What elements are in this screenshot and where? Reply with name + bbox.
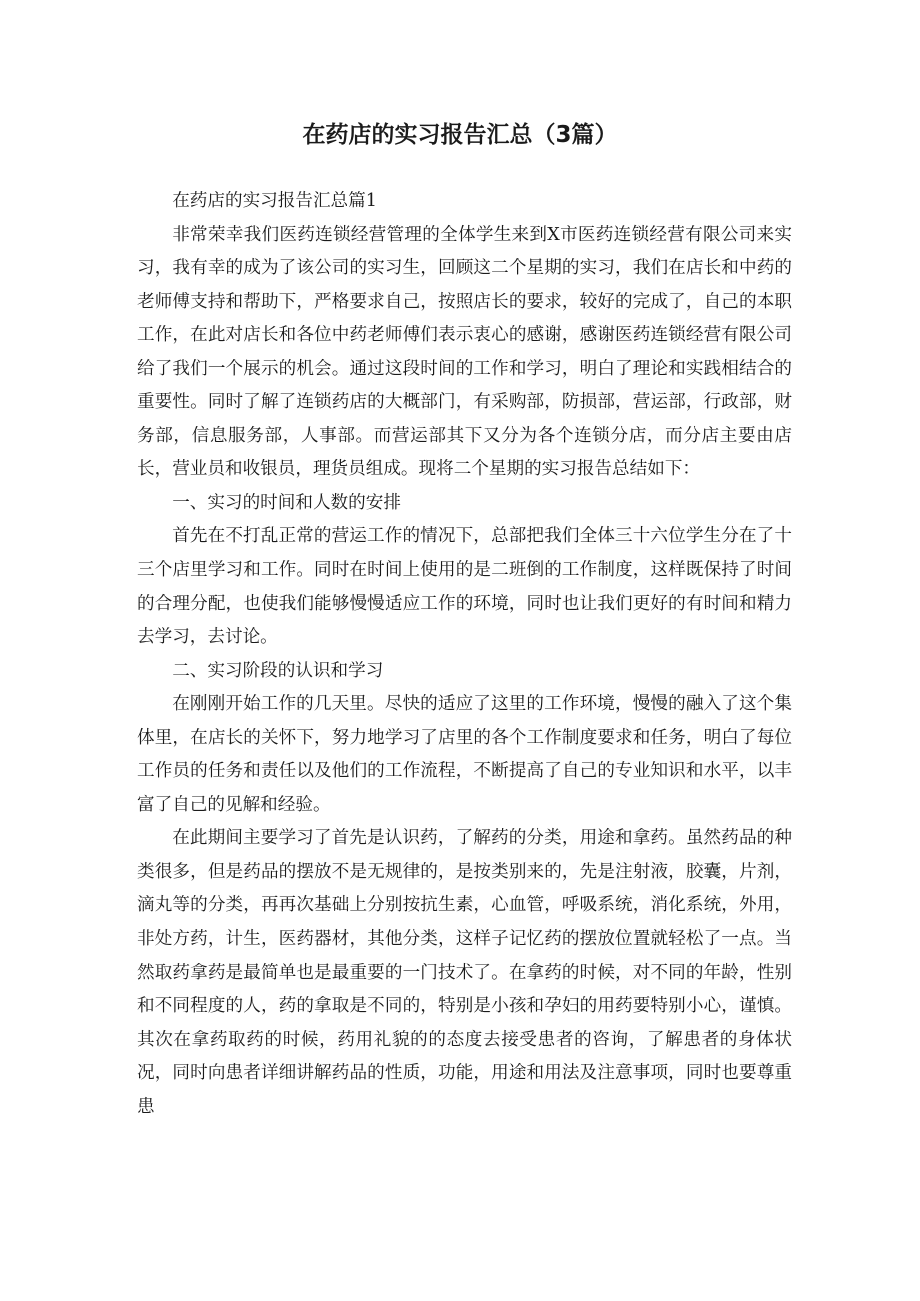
subsection-heading: 一、实习的时间和人数的安排 xyxy=(172,492,401,513)
body-paragraph: 在此期间主要学习了首先是认识药，了解药的分类，用途和拿药。虽然药品的种类很多，但是药品的摆放不是无规律的，是按类别来的，先是注射液，胶囊，片剂，滴丸等的分类，再再次基础上分别按抗生素，心血管，呼吸系统，消化系统，外用，非处方药，计生，医药器材，其他分类，这样子记忆药的摆放位置就轻松了一点。当然取药拿药是最简单也是最重要的一门技术了。在拿药的时候，对不同的年龄，性别和不同程度的人，药的拿取是不同的，特别是小孩和孕妇的用药要特别小心，谨慎。其次在拿药取药的时候，药用礼貌的的态度去接受患者的咨询，了解患者的身体状况，同时向患者详细讲解药品的性质，功能，用途和用法及注意事项，同时也要尊重患 xyxy=(137,828,792,1117)
body-paragraph: 在刚刚开始工作的几天里。尽快的适应了这里的工作环境，慢慢的融入了这个集体里，在店长的关怀下，努力地学习了店里的各个工作制度要求和任务，明白了每位工作员的任务和责任以及他们的工作流程，不断提高了自己的专业知识和水平，以丰富了自己的见解和经验。 xyxy=(137,694,792,815)
body-paragraph: 首先在不打乱正常的营运工作的情况下，总部把我们全体三十六位学生分在了十三个店里学习和工作。同时在时间上使用的是二班倒的工作制度，这样既保持了时间的合理分配，也使我们能够慢慢适应工作的环境，同时也让我们更好的有时间和精力去学习，去讨论。 xyxy=(137,526,792,648)
body-paragraph: 非常荣幸我们医药连锁经营管理的全体学生来到X市医药连锁经营有限公司来实习，我有幸的成为了该公司的实习生，回顾这二个星期的实习，我们在店长和中药的老师傅支持和帮助下，严格要求自己，按照店长的要求，较好的完成了，自己的本职工作，在此对店长和各位中药老师傅们表示衷心的感谢，感谢医药连锁经营有限公司给了我们一个展示的机会。通过这段时间的工作和学习，明白了理论和实践相结合的重要性。同时了解了连锁药店的大概部门，有采购部，防损部，营运部，行政部，财务部，信息服务部，人事部。而营运部其下又分为各个连锁分店，而分店主要由店长，营业员和收银员，理货员组成。现将二个星期的实习报告总结如下： xyxy=(137,224,792,480)
document-title: 在药店的实习报告汇总（3篇） xyxy=(302,122,618,148)
document-body xyxy=(137,185,792,1124)
subsection-heading: 二、实习阶段的认识和学习 xyxy=(172,660,384,681)
section-heading: 在药店的实习报告汇总篇1 xyxy=(172,191,377,211)
